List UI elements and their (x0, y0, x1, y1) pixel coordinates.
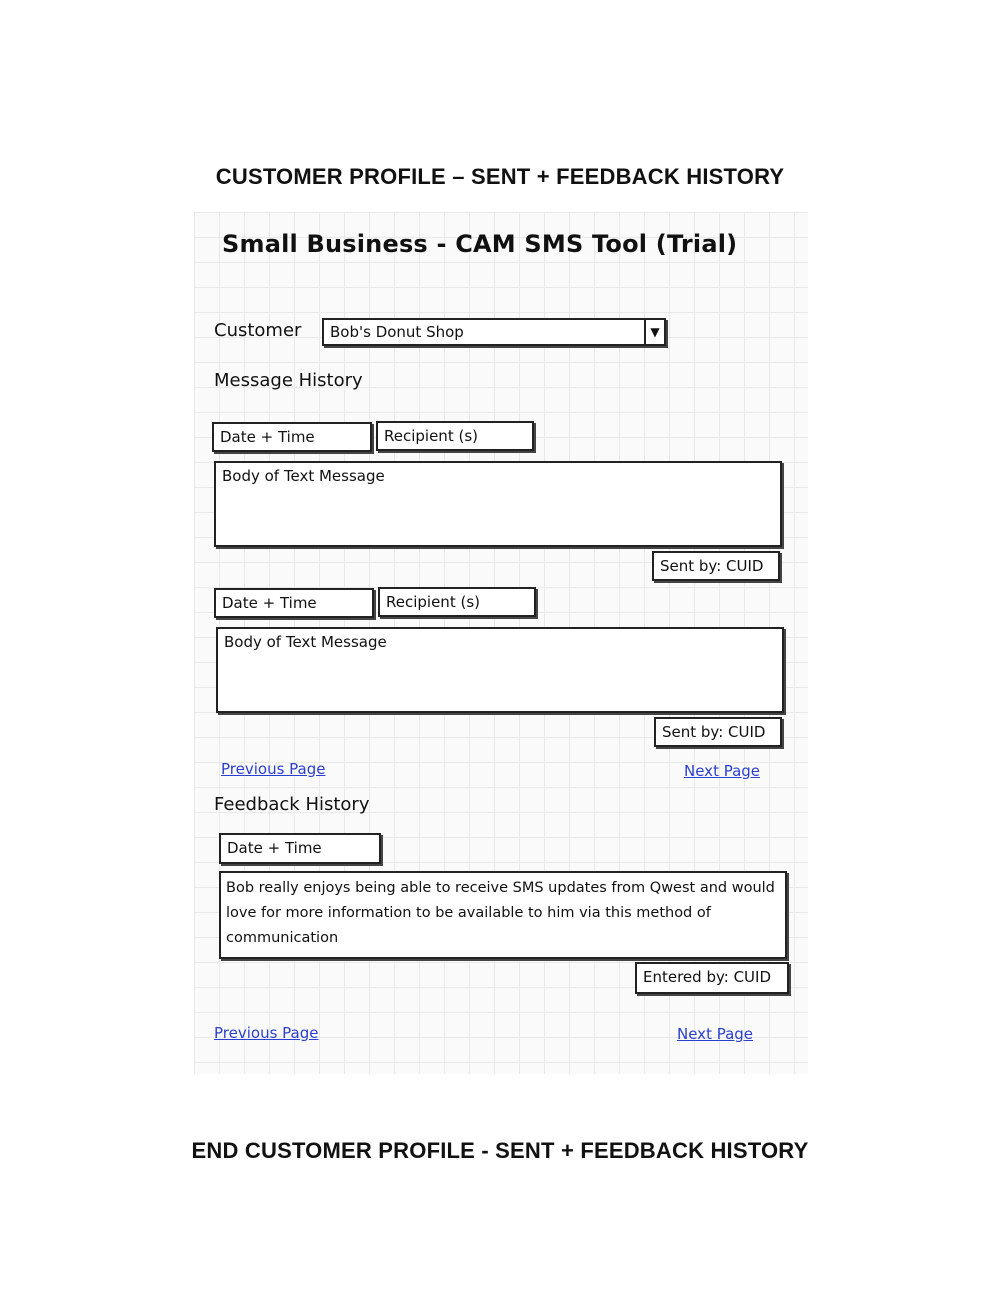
feedback-entered-by: Entered by: CUID (635, 962, 789, 994)
feedback-history-heading: Feedback History (214, 794, 370, 815)
customer-label: Customer (214, 320, 302, 341)
message-1-recipients: Recipient (s) (376, 421, 534, 451)
message-2-sent-by: Sent by: CUID (654, 717, 782, 747)
message-1-datetime: Date + Time (212, 422, 372, 452)
mockup-canvas (194, 212, 808, 1074)
document-title: CUSTOMER PROFILE – SENT + FEEDBACK HISTORY (215, 164, 785, 189)
feedback-next-page-link[interactable]: Next Page (677, 1025, 754, 1043)
message-1-sent-by: Sent by: CUID (652, 551, 780, 581)
message-previous-page-link[interactable]: Previous Page (221, 760, 326, 778)
feedback-previous-page-link[interactable]: Previous Page (214, 1024, 319, 1042)
message-2-datetime: Date + Time (214, 588, 374, 618)
document-footer: END CUSTOMER PROFILE - SENT + FEEDBACK HISTORY (191, 1138, 809, 1163)
message-2-body: Body of Text Message (216, 627, 784, 713)
message-2-recipients: Recipient (s) (378, 587, 536, 617)
feedback-datetime: Date + Time (219, 833, 381, 864)
message-history-heading: Message History (214, 370, 363, 391)
message-next-page-link[interactable]: Next Page (684, 762, 761, 780)
message-1-body: Body of Text Message (214, 461, 782, 547)
app-title: Small Business - CAM SMS Tool (Trial) (222, 230, 738, 258)
triangle-down-icon[interactable]: ▼ (644, 320, 664, 344)
feedback-body: Bob really enjoys being able to receive SMS updates from Qwest and would love for more information to be available to him via this method of communication (219, 871, 787, 959)
customer-select-value: Bob's Donut Shop (330, 323, 464, 341)
customer-select[interactable] (322, 318, 666, 346)
